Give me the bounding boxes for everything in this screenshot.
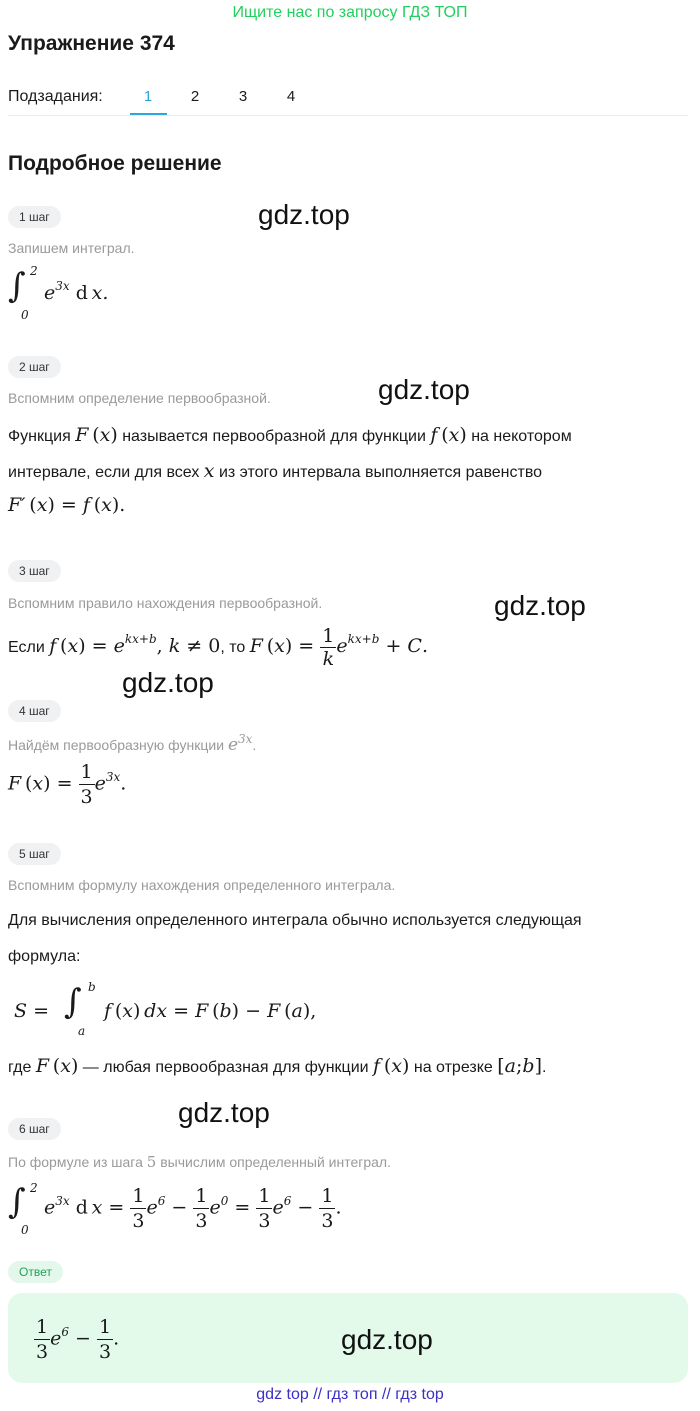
- watermark: gdz.top: [258, 199, 350, 230]
- text: где: [8, 1059, 32, 1076]
- step-1-badge: 1 шаг: [8, 206, 61, 228]
- step-5-formula: S = ∫ b a f (x) dx = F (b) − F (a),: [14, 980, 317, 1038]
- answer-box: [8, 1293, 688, 1383]
- step-3-rule: Если f $(x) = e^{kx+b}$, k ≠ 0, то F (x) = $\frac{1}{k}$ $e^{kx+b} + C$.: [8, 624, 428, 670]
- watermark: gdz.top: [122, 667, 214, 698]
- step-4-formula: F (x) = $\frac{1}{3}$ $e^{3x}$.: [8, 761, 127, 808]
- step-4-badge: 4 шаг: [8, 700, 61, 722]
- watermark: gdz.top: [378, 374, 470, 405]
- watermark: gdz.top: [341, 1324, 433, 1355]
- step-5-line-1: Для вычисления определенного интеграла обычно используется следующая: [8, 912, 582, 929]
- solution-heading: Подробное решение: [8, 152, 222, 175]
- step-4-note: Найдём первообразную функции $e^{3x}$.: [8, 732, 257, 755]
- step-3-note: Вспомним правило нахождения первообразной.: [8, 595, 323, 611]
- step-5-badge: 5 шаг: [8, 843, 61, 865]
- step-1-integral: ∫ 2 0 $e^{3x}$ d x.: [8, 264, 109, 322]
- step-2-formula: F′ (x) = f (x).: [8, 494, 126, 516]
- text: Функция: [8, 428, 71, 445]
- text: на отрезке: [413, 1059, 493, 1076]
- step-3-badge: 3 шаг: [8, 560, 61, 582]
- step-2-line-1: Функция F (x) называется первообразной для функции f (x) на некотором: [8, 424, 572, 446]
- tab-subtask-2[interactable]: 2: [190, 88, 200, 105]
- tab-subtask-1[interactable]: 1: [143, 88, 153, 105]
- step-6-badge: 6 шаг: [8, 1118, 61, 1140]
- watermark: gdz.top: [178, 1097, 270, 1128]
- step-5-note: Вспомним формулу нахождения определенного интеграла.: [8, 877, 396, 893]
- step-5-line-2: формула:: [8, 948, 81, 965]
- step-2-line-2: интервале, если для всех x из этого интервала выполняется равенство: [8, 460, 543, 482]
- text: Если: [8, 639, 45, 656]
- step-6-computation: ∫ 2 0 $e^{3x}$ d x = $\frac{1}{3}$ $e^6$ − $\frac{1}{3}$ $e^0$ = $\frac{1}{3}$ $e^6$ − $\frac{1}{3}$ .: [8, 1181, 342, 1237]
- subtasks-label: Подзадания:: [8, 88, 103, 105]
- text: вычислим определенный интеграл.: [160, 1154, 391, 1170]
- text: называется первообразной для функции: [122, 428, 426, 445]
- text: интервале, если для всех: [8, 464, 200, 481]
- text: на некотором: [471, 428, 572, 445]
- page-title: Упражнение 374: [8, 32, 175, 55]
- text: Найдём первообразную функции: [8, 737, 225, 753]
- footer-links[interactable]: gdz top // гдз топ // гдз top: [256, 1386, 444, 1403]
- tab-subtask-3[interactable]: 3: [238, 88, 248, 105]
- text: 5: [146, 1153, 157, 1171]
- text: , то: [220, 639, 246, 656]
- search-banner[interactable]: Ищите нас по запросу ГДЗ ТОП: [232, 4, 468, 21]
- step-1-note: Запишем интеграл.: [8, 240, 135, 256]
- tabs-divider: [8, 115, 688, 116]
- text: По формуле из шага: [8, 1154, 143, 1170]
- step-6-note: [8, 1153, 391, 1171]
- text: — любая первообразная для функции: [78, 1059, 369, 1076]
- text: из этого интервала выполняется равенство: [218, 464, 543, 481]
- answer-badge: Ответ: [8, 1261, 63, 1283]
- tab-subtask-4[interactable]: 4: [286, 88, 296, 105]
- step-2-note: Вспомним определение первообразной.: [8, 390, 271, 406]
- step-2-badge: 2 шаг: [8, 356, 61, 378]
- watermark: gdz.top: [494, 590, 586, 621]
- answer-formula: $\frac{1}{3}$ $e^6$ − $\frac{1}{3}$ .: [36, 1316, 120, 1363]
- step-5-line-3: где F (x) — любая первообразная для функции f (x) на отрезке [a;b].: [8, 1055, 547, 1077]
